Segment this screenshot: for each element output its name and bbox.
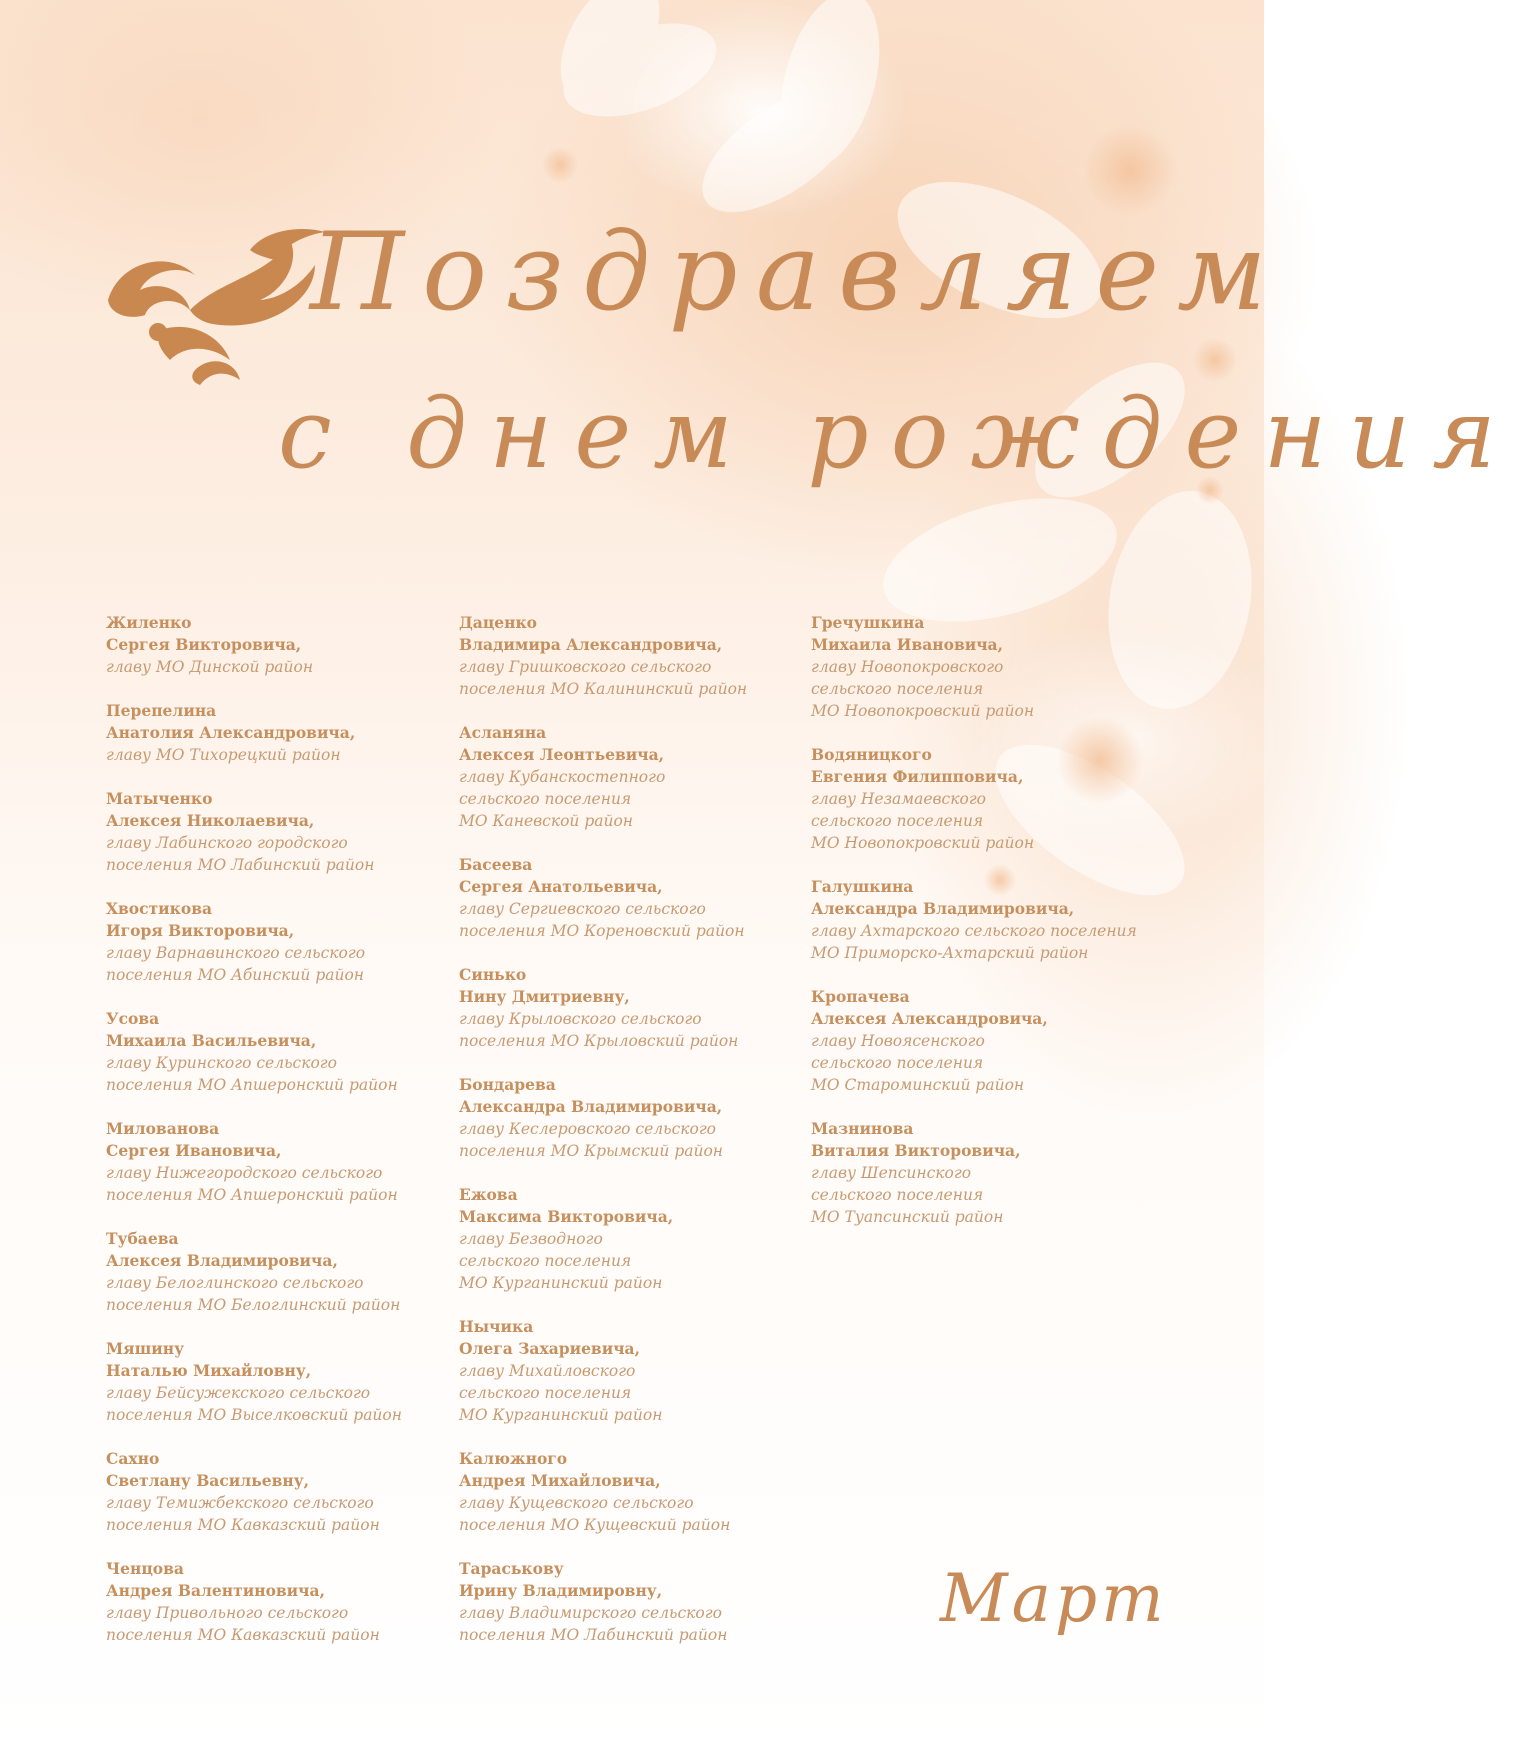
birthday-entry	[106, 1448, 466, 1536]
person-given-name: Михаила Васильевича,	[106, 1031, 317, 1050]
person-surname: Асланяна	[459, 723, 547, 742]
person-position: главу Новоясенского сельского поселения МО Староминский район	[811, 1032, 1025, 1094]
birthday-entry	[459, 1316, 819, 1426]
person-given-name: Нину Дмитриевну,	[459, 987, 630, 1006]
person-given-name: Алексея Владимировича,	[106, 1251, 338, 1270]
person-surname: Усова	[106, 1009, 160, 1028]
birthday-entry	[811, 1118, 1211, 1228]
birthday-entry	[106, 788, 466, 876]
flourish-ornament-icon	[100, 220, 340, 400]
person-surname: Тубаева	[106, 1229, 179, 1248]
person-surname: Гречушкина	[811, 613, 925, 632]
birthday-entry	[811, 876, 1211, 964]
birthday-entry	[106, 1008, 466, 1096]
person-given-name: Виталия Викторовича,	[811, 1141, 1021, 1160]
person-given-name: Александра Владимировича,	[459, 1097, 723, 1116]
person-given-name: Алексея Леонтьевича,	[459, 745, 665, 764]
person-position: главу Лабинского городского поселения МО Лабинский район	[106, 834, 375, 874]
birthday-entry	[811, 986, 1211, 1096]
person-position: главу МО Динской район	[106, 658, 314, 676]
person-position: главу Привольного сельского поселения МО Кавказский район	[106, 1604, 380, 1644]
person-surname: Бондарева	[459, 1075, 556, 1094]
person-position: главу Безводного сельского поселения МО Курганинский район	[459, 1230, 663, 1292]
title-line-2: с днем рождения	[278, 378, 1518, 490]
title-block	[0, 0, 1518, 600]
birthday-entry	[459, 964, 819, 1052]
column-1	[106, 612, 466, 1668]
person-position: главу Гришковского сельского поселения МО Калининский район	[459, 658, 748, 698]
person-surname: Сахно	[106, 1449, 160, 1468]
person-given-name: Сергея Анатольевича,	[459, 877, 663, 896]
person-position: главу Кеслеровского сельского поселения МО Крымский район	[459, 1120, 724, 1160]
person-position: главу Сергиевского сельского поселения МО Кореновский район	[459, 900, 745, 940]
person-position: главу Кубанскостепного сельского поселения МО Каневской район	[459, 768, 666, 830]
person-position: главу Варнавинского сельского поселения МО Абинский район	[106, 944, 366, 984]
month-label: Март	[940, 1560, 1168, 1637]
person-position: главу Михайловского сельского поселения МО Курганинский район	[459, 1362, 663, 1424]
person-surname: Ченцова	[106, 1559, 184, 1578]
person-position: главу Новопокровского сельского поселения МО Новопокровский район	[811, 658, 1035, 720]
person-surname: Мяшину	[106, 1339, 185, 1358]
person-given-name: Сергея Ивановича,	[106, 1141, 282, 1160]
person-surname: Мазнинова	[811, 1119, 914, 1138]
birthday-entry	[459, 854, 819, 942]
person-given-name: Светлану Васильевну,	[106, 1471, 310, 1490]
birthday-entry	[811, 744, 1211, 854]
person-position: главу Темижбекского сельского поселения МО Кавказский район	[106, 1494, 380, 1534]
birthday-entry	[459, 1448, 819, 1536]
birthday-entry	[459, 1184, 819, 1294]
person-given-name: Андрея Валентиновича,	[106, 1581, 325, 1600]
birthday-entry	[106, 1558, 466, 1646]
person-surname: Водяницкого	[811, 745, 932, 764]
person-position: главу Нижегородского сельского поселения МО Апшеронский район	[106, 1164, 398, 1204]
person-given-name: Игоря Викторовича,	[106, 921, 295, 940]
title-line-1: Поздравляем	[310, 210, 1285, 335]
person-given-name: Андрея Михайловича,	[459, 1471, 661, 1490]
person-given-name: Анатолия Александровича,	[106, 723, 356, 742]
person-position: главу Владимирского сельского поселения МО Лабинский район	[459, 1604, 728, 1644]
person-surname: Жиленко	[106, 613, 192, 632]
month-signature	[940, 1560, 1168, 1670]
birthday-entry	[106, 1228, 466, 1316]
person-surname: Перепелина	[106, 701, 217, 720]
column-3	[811, 612, 1211, 1250]
person-position: главу Кущевского сельского поселения МО Кущевский район	[459, 1494, 731, 1534]
person-surname: Кропачева	[811, 987, 910, 1006]
person-surname: Хвостикова	[106, 899, 213, 918]
person-surname: Ежова	[459, 1185, 518, 1204]
birthday-entry	[459, 1074, 819, 1162]
person-given-name: Сергея Викторовича,	[106, 635, 302, 654]
person-given-name: Михаила Ивановича,	[811, 635, 1003, 654]
birthday-entry	[459, 722, 819, 832]
person-surname: Галушкина	[811, 877, 914, 896]
birthday-entry	[106, 612, 466, 678]
birthday-list	[0, 612, 1264, 1662]
person-given-name: Ирину Владимировну,	[459, 1581, 663, 1600]
person-surname: Синько	[459, 965, 527, 984]
person-given-name: Александра Владимировича,	[811, 899, 1075, 918]
person-given-name: Наталью Михайловну,	[106, 1361, 312, 1380]
column-2	[459, 612, 819, 1668]
person-given-name: Владимира Александровича,	[459, 635, 723, 654]
person-position: главу Крыловского сельского поселения МО Крыловский район	[459, 1010, 739, 1050]
person-surname: Нычика	[459, 1317, 534, 1336]
person-surname: Басеева	[459, 855, 533, 874]
birthday-entry	[811, 612, 1211, 722]
person-position: главу Шепсинского сельского поселения МО Туапсинский район	[811, 1164, 1004, 1226]
birthday-entry	[106, 1118, 466, 1206]
birthday-entry	[459, 1558, 819, 1646]
person-given-name: Максима Викторовича,	[459, 1207, 674, 1226]
person-position: главу Белоглинского сельского поселения МО Белоглинский район	[106, 1274, 401, 1314]
person-given-name: Евгения Филипповича,	[811, 767, 1024, 786]
person-surname: Тараськову	[459, 1559, 564, 1578]
person-surname: Матыченко	[106, 789, 213, 808]
person-surname: Даценко	[459, 613, 538, 632]
person-position: главу МО Тихорецкий район	[106, 746, 341, 764]
person-given-name: Алексея Николаевича,	[106, 811, 315, 830]
person-surname: Милованова	[106, 1119, 220, 1138]
person-position: главу Ахтарского сельского поселения МО Приморско-Ахтарский район	[811, 922, 1137, 962]
person-position: главу Незамаевского сельского поселения МО Новопокровский район	[811, 790, 1035, 852]
birthday-entry	[459, 612, 819, 700]
birthday-entry	[106, 898, 466, 986]
person-given-name: Олега Захариевича,	[459, 1339, 640, 1358]
person-position: главу Куринского сельского поселения МО Апшеронский район	[106, 1054, 398, 1094]
birthday-entry	[106, 700, 466, 766]
birthday-entry	[106, 1338, 466, 1426]
person-position: главу Бейсужекского сельского поселения МО Выселковский район	[106, 1384, 402, 1424]
person-given-name: Алексея Александровича,	[811, 1009, 1048, 1028]
person-surname: Калюжного	[459, 1449, 568, 1468]
